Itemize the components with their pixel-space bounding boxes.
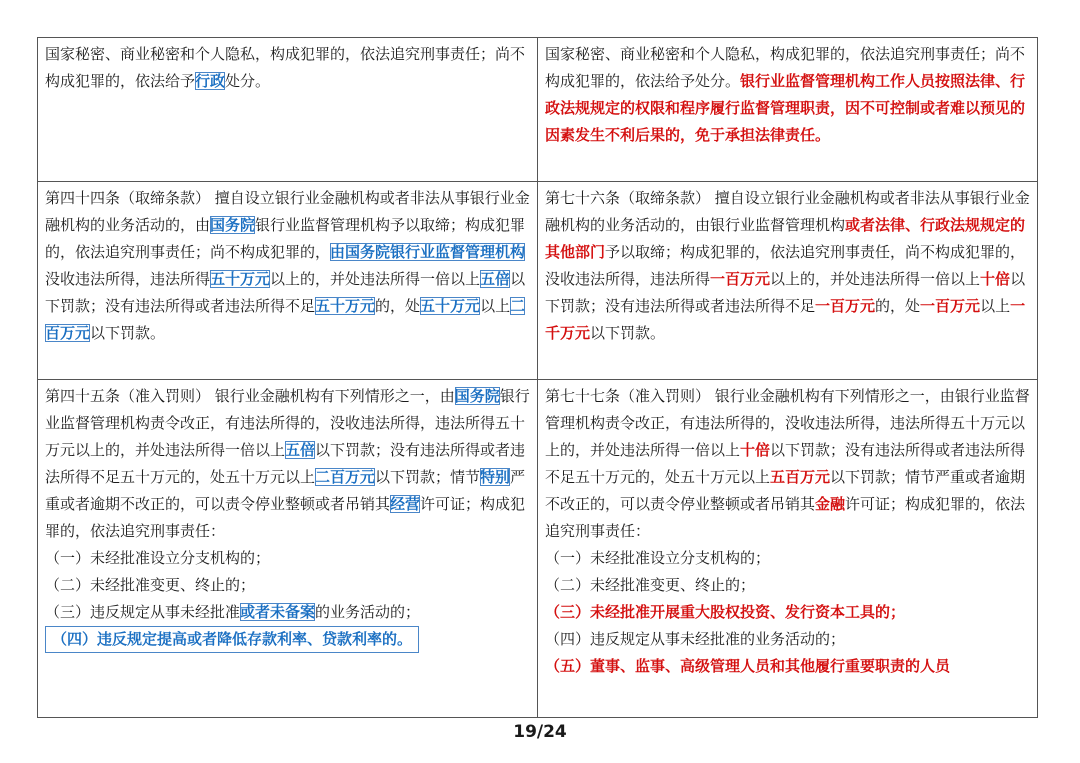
text-span: 严重或者逾期不改正的，可以责令停业整顿或者吊销其 [45,468,526,513]
added-text: 十倍 [740,441,771,459]
text-span: 以下罚款。 [590,324,666,342]
old-text-cell [38,380,538,718]
list-item [45,626,531,653]
text-span: 以下罚款；没有违法所得或者违法所得不足 [45,270,526,315]
changed-term: 国务院 [454,387,500,405]
table-row [38,182,1038,380]
changed-term: 五十万元 [210,270,271,288]
changed-term: 五倍 [285,441,316,459]
changed-term: 五十万元 [420,297,481,315]
text-span: 以下罚款；没有违法所得或者违法所得不足五十万元的，处五十万元以上 [545,441,1026,486]
page-number: 19/24 [513,722,567,742]
added-text: 或者法律、行政法规规定的其他部门 [545,216,1026,261]
old-text-cell [38,182,538,380]
list-item: （四）违反规定从事未经批准的业务活动的； [545,630,846,648]
new-text-cell [538,38,1038,182]
text-span: 以上的，并处违法所得一倍以上 [770,270,981,288]
list-item [45,599,531,626]
text-span: 以下罚款；情节 [375,468,481,486]
text-span: 国家秘密、商业秘密和个人隐私，构成犯罪的，依法追究刑事责任；尚不构成犯罪的，依法给予处分。 [545,45,1026,90]
changed-term: 或者未备案 [240,603,316,621]
text-span: （三）违反规定从事未经批准 [45,603,241,621]
text-span: 许可证；构成犯罪的，依法追究刑事责任： [45,495,526,540]
added-text: 金融 [815,495,846,513]
text-span: 予以取缔；构成犯罪的，依法追究刑事责任，尚不构成犯罪的，没收违法所得，违法所得 [545,243,1026,288]
added-text: 十倍 [980,270,1011,288]
text-span: 以下罚款；情节严重或者逾期不改正的，可以责令停业整顿或者吊销其 [545,468,1026,513]
text-span: 第四十四条（取缔条款） 擅自设立银行业金融机构或者非法从事银行业金融机构的业务活动的，由 [45,189,530,234]
text-span: 第四十五条（准入罚则） 银行业金融机构有下列情形之一，由 [45,387,455,405]
text-span: 处分。 [225,72,271,90]
changed-term: 行政 [195,72,226,90]
table-row [38,380,1038,718]
text-span: 没收违法所得，违法所得 [45,270,211,288]
text-span: 国家秘密、商业秘密和个人隐私，构成犯罪的，依法追究刑事责任；尚不构成犯罪的，依法给予 [45,45,526,90]
text-span: 的，处 [375,297,421,315]
changed-term: 二百万元 [45,297,526,342]
list-item: （一）未经批准设立分支机构的； [45,549,271,567]
text-span: 银行业监督管理机构予以取缔；构成犯罪的，依法追究刑事责任；尚不构成犯罪的， [45,216,526,261]
comparison-table [37,37,1038,718]
text-span: 的，处 [875,297,921,315]
old-text-cell [38,38,538,182]
changed-term: 由国务院银行业监督管理机构 [330,243,526,261]
changed-term: 二百万元 [315,468,376,486]
text-span: 第七十七条（准入罚则） 银行业金融机构有下列情形之一，由银行业监督管理机构责令改正，有违法所得的，没收违法所得，违法所得五十万元以上的，并处违法所得一倍以上 [545,387,1030,459]
removed-item: （四）违反规定提高或者降低存款利率、贷款利率的。 [45,626,419,653]
changed-term: 五十万元 [315,297,376,315]
text-span: 以上 [480,297,511,315]
added-text: 一千万元 [545,297,1026,342]
text-span: 以下罚款；没有违法所得或者违法所得不足 [545,270,1026,315]
changed-term: 五倍 [480,270,511,288]
added-item: （五）董事、监事、高级管理人员和其他履行重要职责的人员 [545,657,951,675]
new-text-cell [538,182,1038,380]
text-span: 许可证；构成犯罪的，依法追究刑事责任： [545,495,1026,540]
text-span: 以下罚款。 [90,324,166,342]
list-item: （二）未经批准变更、终止的； [45,576,256,594]
added-text: 一百万元 [710,270,771,288]
added-text: 五百万元 [770,468,831,486]
added-text: 银行业监督管理机构工作人员按照法律、行政法规规定的权限和程序履行监督管理职责，因不可控制或者难以预见的因素发生不利后果的，免于承担法律责任。 [545,72,1026,144]
table-row [38,38,1038,182]
changed-term: 国务院 [210,216,256,234]
text-span: 银行业监督管理机构责令改正，有违法所得的，没收违法所得，违法所得五十万元以上的，并处违法所得一倍以上 [45,387,530,459]
changed-term: 特别 [480,468,511,486]
added-item: （三）未经批准开展重大股权投资、发行资本工具的； [545,603,906,621]
new-text-cell [538,380,1038,718]
text-span: 以下罚款；没有违法所得或者违法所得不足五十万元的，处五十万元以上 [45,441,526,486]
text-span: 以上的，并处违法所得一倍以上 [270,270,481,288]
text-span: 以上 [980,297,1011,315]
added-text: 一百万元 [815,297,876,315]
added-text: 一百万元 [920,297,981,315]
list-item: （二）未经批准变更、终止的； [545,576,756,594]
list-item: （一）未经批准设立分支机构的； [545,549,771,567]
text-span: 的业务活动的； [315,603,421,621]
changed-term: 经营 [390,495,421,513]
text-span: 第七十六条（取缔条款） 擅自设立银行业金融机构或者非法从事银行业金融机构的业务活动的，由银行业监督管理机构 [545,189,1030,234]
